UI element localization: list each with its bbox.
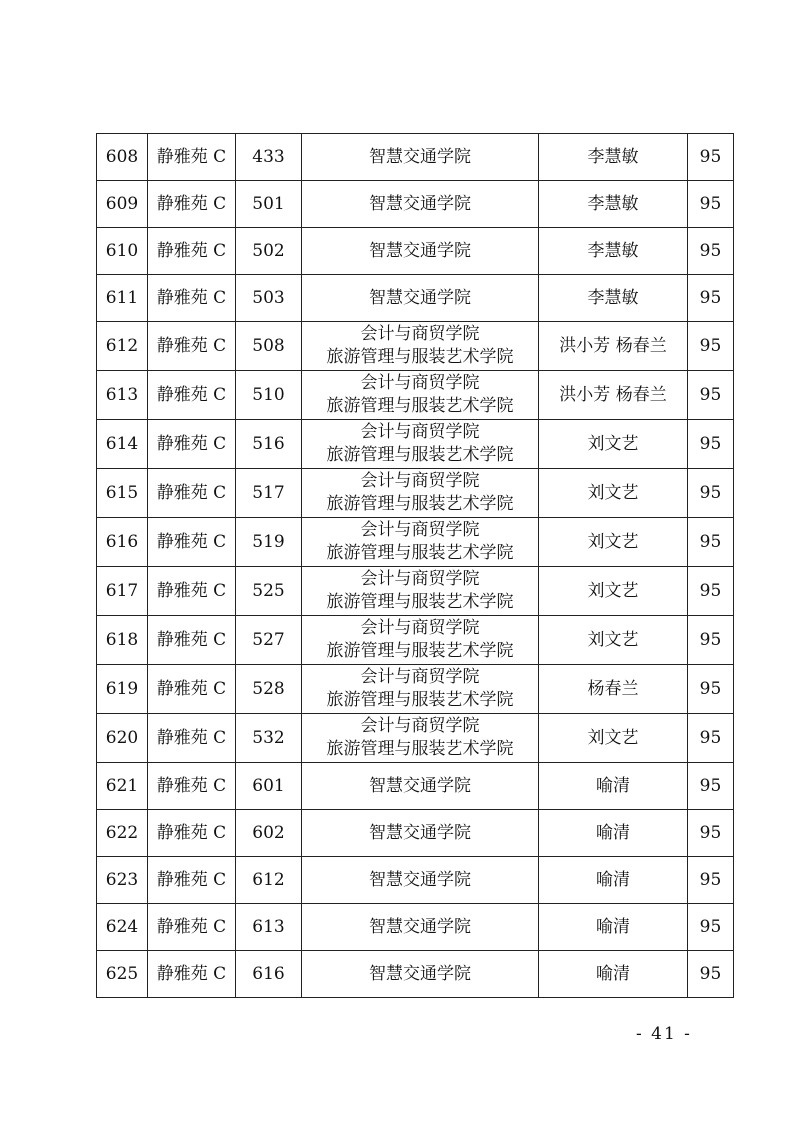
college-name: 旅游管理与服装艺术学院 [326, 543, 514, 563]
cell-room: 528 [236, 665, 302, 714]
cell-college [302, 567, 539, 616]
cell-number: 611 [97, 275, 148, 322]
cell-college [302, 275, 539, 322]
cell-college [302, 714, 539, 763]
college-name: 智慧交通学院 [369, 194, 471, 214]
cell-building: 静雅苑 C [148, 134, 236, 181]
cell-building: 静雅苑 C [148, 228, 236, 275]
cell-teacher: 刘文艺 [539, 567, 688, 616]
college-name: 旅游管理与服装艺术学院 [326, 739, 514, 759]
table-row [97, 951, 734, 998]
college-name: 智慧交通学院 [369, 241, 471, 261]
cell-score: 95 [688, 469, 734, 518]
cell-college [302, 518, 539, 567]
table-body [97, 134, 734, 998]
cell-room: 602 [236, 810, 302, 857]
college-name: 会计与商贸学院 [360, 471, 480, 491]
cell-building: 静雅苑 C [148, 763, 236, 810]
college-name: 旅游管理与服装艺术学院 [326, 445, 514, 465]
table-row [97, 228, 734, 275]
table-row [97, 469, 734, 518]
cell-building: 静雅苑 C [148, 616, 236, 665]
table-row [97, 857, 734, 904]
college-name: 智慧交通学院 [369, 870, 471, 890]
cell-number: 608 [97, 134, 148, 181]
table-row [97, 371, 734, 420]
cell-number: 619 [97, 665, 148, 714]
table-row [97, 714, 734, 763]
cell-room: 508 [236, 322, 302, 371]
cell-teacher: 刘文艺 [539, 518, 688, 567]
cell-college [302, 322, 539, 371]
cell-room: 525 [236, 567, 302, 616]
table-row [97, 810, 734, 857]
cell-building: 静雅苑 C [148, 518, 236, 567]
cell-college [302, 951, 539, 998]
cell-teacher: 李慧敏 [539, 134, 688, 181]
cell-number: 623 [97, 857, 148, 904]
cell-score: 95 [688, 275, 734, 322]
cell-room: 613 [236, 904, 302, 951]
cell-building: 静雅苑 C [148, 567, 236, 616]
cell-score: 95 [688, 567, 734, 616]
college-name: 会计与商贸学院 [360, 569, 480, 589]
cell-score: 95 [688, 810, 734, 857]
college-name: 智慧交通学院 [369, 288, 471, 308]
cell-college [302, 228, 539, 275]
cell-college [302, 420, 539, 469]
college-name: 智慧交通学院 [369, 147, 471, 167]
cell-number: 625 [97, 951, 148, 998]
cell-teacher: 李慧敏 [539, 181, 688, 228]
cell-room: 517 [236, 469, 302, 518]
cell-teacher: 杨春兰 [539, 665, 688, 714]
college-name: 会计与商贸学院 [360, 324, 480, 344]
cell-building: 静雅苑 C [148, 469, 236, 518]
dormitory-score-table [96, 133, 734, 998]
college-name: 智慧交通学院 [369, 776, 471, 796]
table-row [97, 567, 734, 616]
cell-teacher: 喻清 [539, 857, 688, 904]
cell-score: 95 [688, 134, 734, 181]
cell-college [302, 665, 539, 714]
cell-teacher: 刘文艺 [539, 714, 688, 763]
cell-score: 95 [688, 616, 734, 665]
cell-number: 618 [97, 616, 148, 665]
cell-building: 静雅苑 C [148, 420, 236, 469]
cell-building: 静雅苑 C [148, 904, 236, 951]
table-row [97, 322, 734, 371]
cell-teacher: 刘文艺 [539, 616, 688, 665]
cell-building: 静雅苑 C [148, 665, 236, 714]
college-name: 会计与商贸学院 [360, 520, 480, 540]
table-row [97, 763, 734, 810]
cell-college [302, 810, 539, 857]
college-name: 旅游管理与服装艺术学院 [326, 641, 514, 661]
cell-score: 95 [688, 518, 734, 567]
cell-college [302, 857, 539, 904]
cell-teacher: 喻清 [539, 951, 688, 998]
cell-teacher: 洪小芳 杨春兰 [539, 322, 688, 371]
cell-room: 612 [236, 857, 302, 904]
cell-building: 静雅苑 C [148, 275, 236, 322]
cell-building: 静雅苑 C [148, 371, 236, 420]
cell-number: 610 [97, 228, 148, 275]
cell-number: 621 [97, 763, 148, 810]
cell-room: 601 [236, 763, 302, 810]
cell-number: 612 [97, 322, 148, 371]
cell-room: 527 [236, 616, 302, 665]
cell-number: 616 [97, 518, 148, 567]
cell-score: 95 [688, 951, 734, 998]
cell-room: 532 [236, 714, 302, 763]
college-name: 会计与商贸学院 [360, 422, 480, 442]
college-name: 旅游管理与服装艺术学院 [326, 396, 514, 416]
cell-score: 95 [688, 228, 734, 275]
cell-college [302, 763, 539, 810]
college-name: 旅游管理与服装艺术学院 [326, 690, 514, 710]
cell-college [302, 371, 539, 420]
cell-college [302, 469, 539, 518]
cell-building: 静雅苑 C [148, 857, 236, 904]
cell-score: 95 [688, 714, 734, 763]
table-row [97, 904, 734, 951]
cell-teacher: 李慧敏 [539, 228, 688, 275]
cell-number: 613 [97, 371, 148, 420]
cell-building: 静雅苑 C [148, 951, 236, 998]
cell-score: 95 [688, 904, 734, 951]
college-name: 会计与商贸学院 [360, 667, 480, 687]
cell-room: 519 [236, 518, 302, 567]
cell-number: 609 [97, 181, 148, 228]
table-row [97, 665, 734, 714]
cell-score: 95 [688, 763, 734, 810]
cell-building: 静雅苑 C [148, 714, 236, 763]
table-row [97, 181, 734, 228]
cell-building: 静雅苑 C [148, 181, 236, 228]
cell-score: 95 [688, 322, 734, 371]
college-name: 会计与商贸学院 [360, 373, 480, 393]
cell-teacher: 洪小芳 杨春兰 [539, 371, 688, 420]
cell-teacher: 喻清 [539, 810, 688, 857]
cell-teacher: 李慧敏 [539, 275, 688, 322]
college-name: 智慧交通学院 [369, 823, 471, 843]
cell-room: 501 [236, 181, 302, 228]
cell-room: 502 [236, 228, 302, 275]
cell-score: 95 [688, 665, 734, 714]
cell-number: 614 [97, 420, 148, 469]
cell-building: 静雅苑 C [148, 810, 236, 857]
table-row [97, 275, 734, 322]
college-name: 智慧交通学院 [369, 964, 471, 984]
cell-teacher: 喻清 [539, 904, 688, 951]
table-row [97, 518, 734, 567]
table-row [97, 134, 734, 181]
cell-building: 静雅苑 C [148, 322, 236, 371]
cell-room: 516 [236, 420, 302, 469]
cell-room: 616 [236, 951, 302, 998]
college-name: 会计与商贸学院 [360, 716, 480, 736]
page-number: - 41 - [636, 1024, 692, 1044]
table-row [97, 420, 734, 469]
cell-number: 615 [97, 469, 148, 518]
cell-room: 433 [236, 134, 302, 181]
cell-score: 95 [688, 420, 734, 469]
cell-number: 620 [97, 714, 148, 763]
cell-room: 510 [236, 371, 302, 420]
college-name: 会计与商贸学院 [360, 618, 480, 638]
cell-number: 617 [97, 567, 148, 616]
college-name: 智慧交通学院 [369, 917, 471, 937]
table-row [97, 616, 734, 665]
cell-number: 622 [97, 810, 148, 857]
cell-teacher: 刘文艺 [539, 469, 688, 518]
cell-college [302, 616, 539, 665]
cell-college [302, 181, 539, 228]
cell-room: 503 [236, 275, 302, 322]
college-name: 旅游管理与服装艺术学院 [326, 494, 514, 514]
cell-college [302, 134, 539, 181]
college-name: 旅游管理与服装艺术学院 [326, 592, 514, 612]
cell-score: 95 [688, 857, 734, 904]
college-name: 旅游管理与服装艺术学院 [326, 347, 514, 367]
cell-score: 95 [688, 371, 734, 420]
cell-score: 95 [688, 181, 734, 228]
cell-teacher: 喻清 [539, 763, 688, 810]
cell-number: 624 [97, 904, 148, 951]
cell-college [302, 904, 539, 951]
cell-teacher: 刘文艺 [539, 420, 688, 469]
